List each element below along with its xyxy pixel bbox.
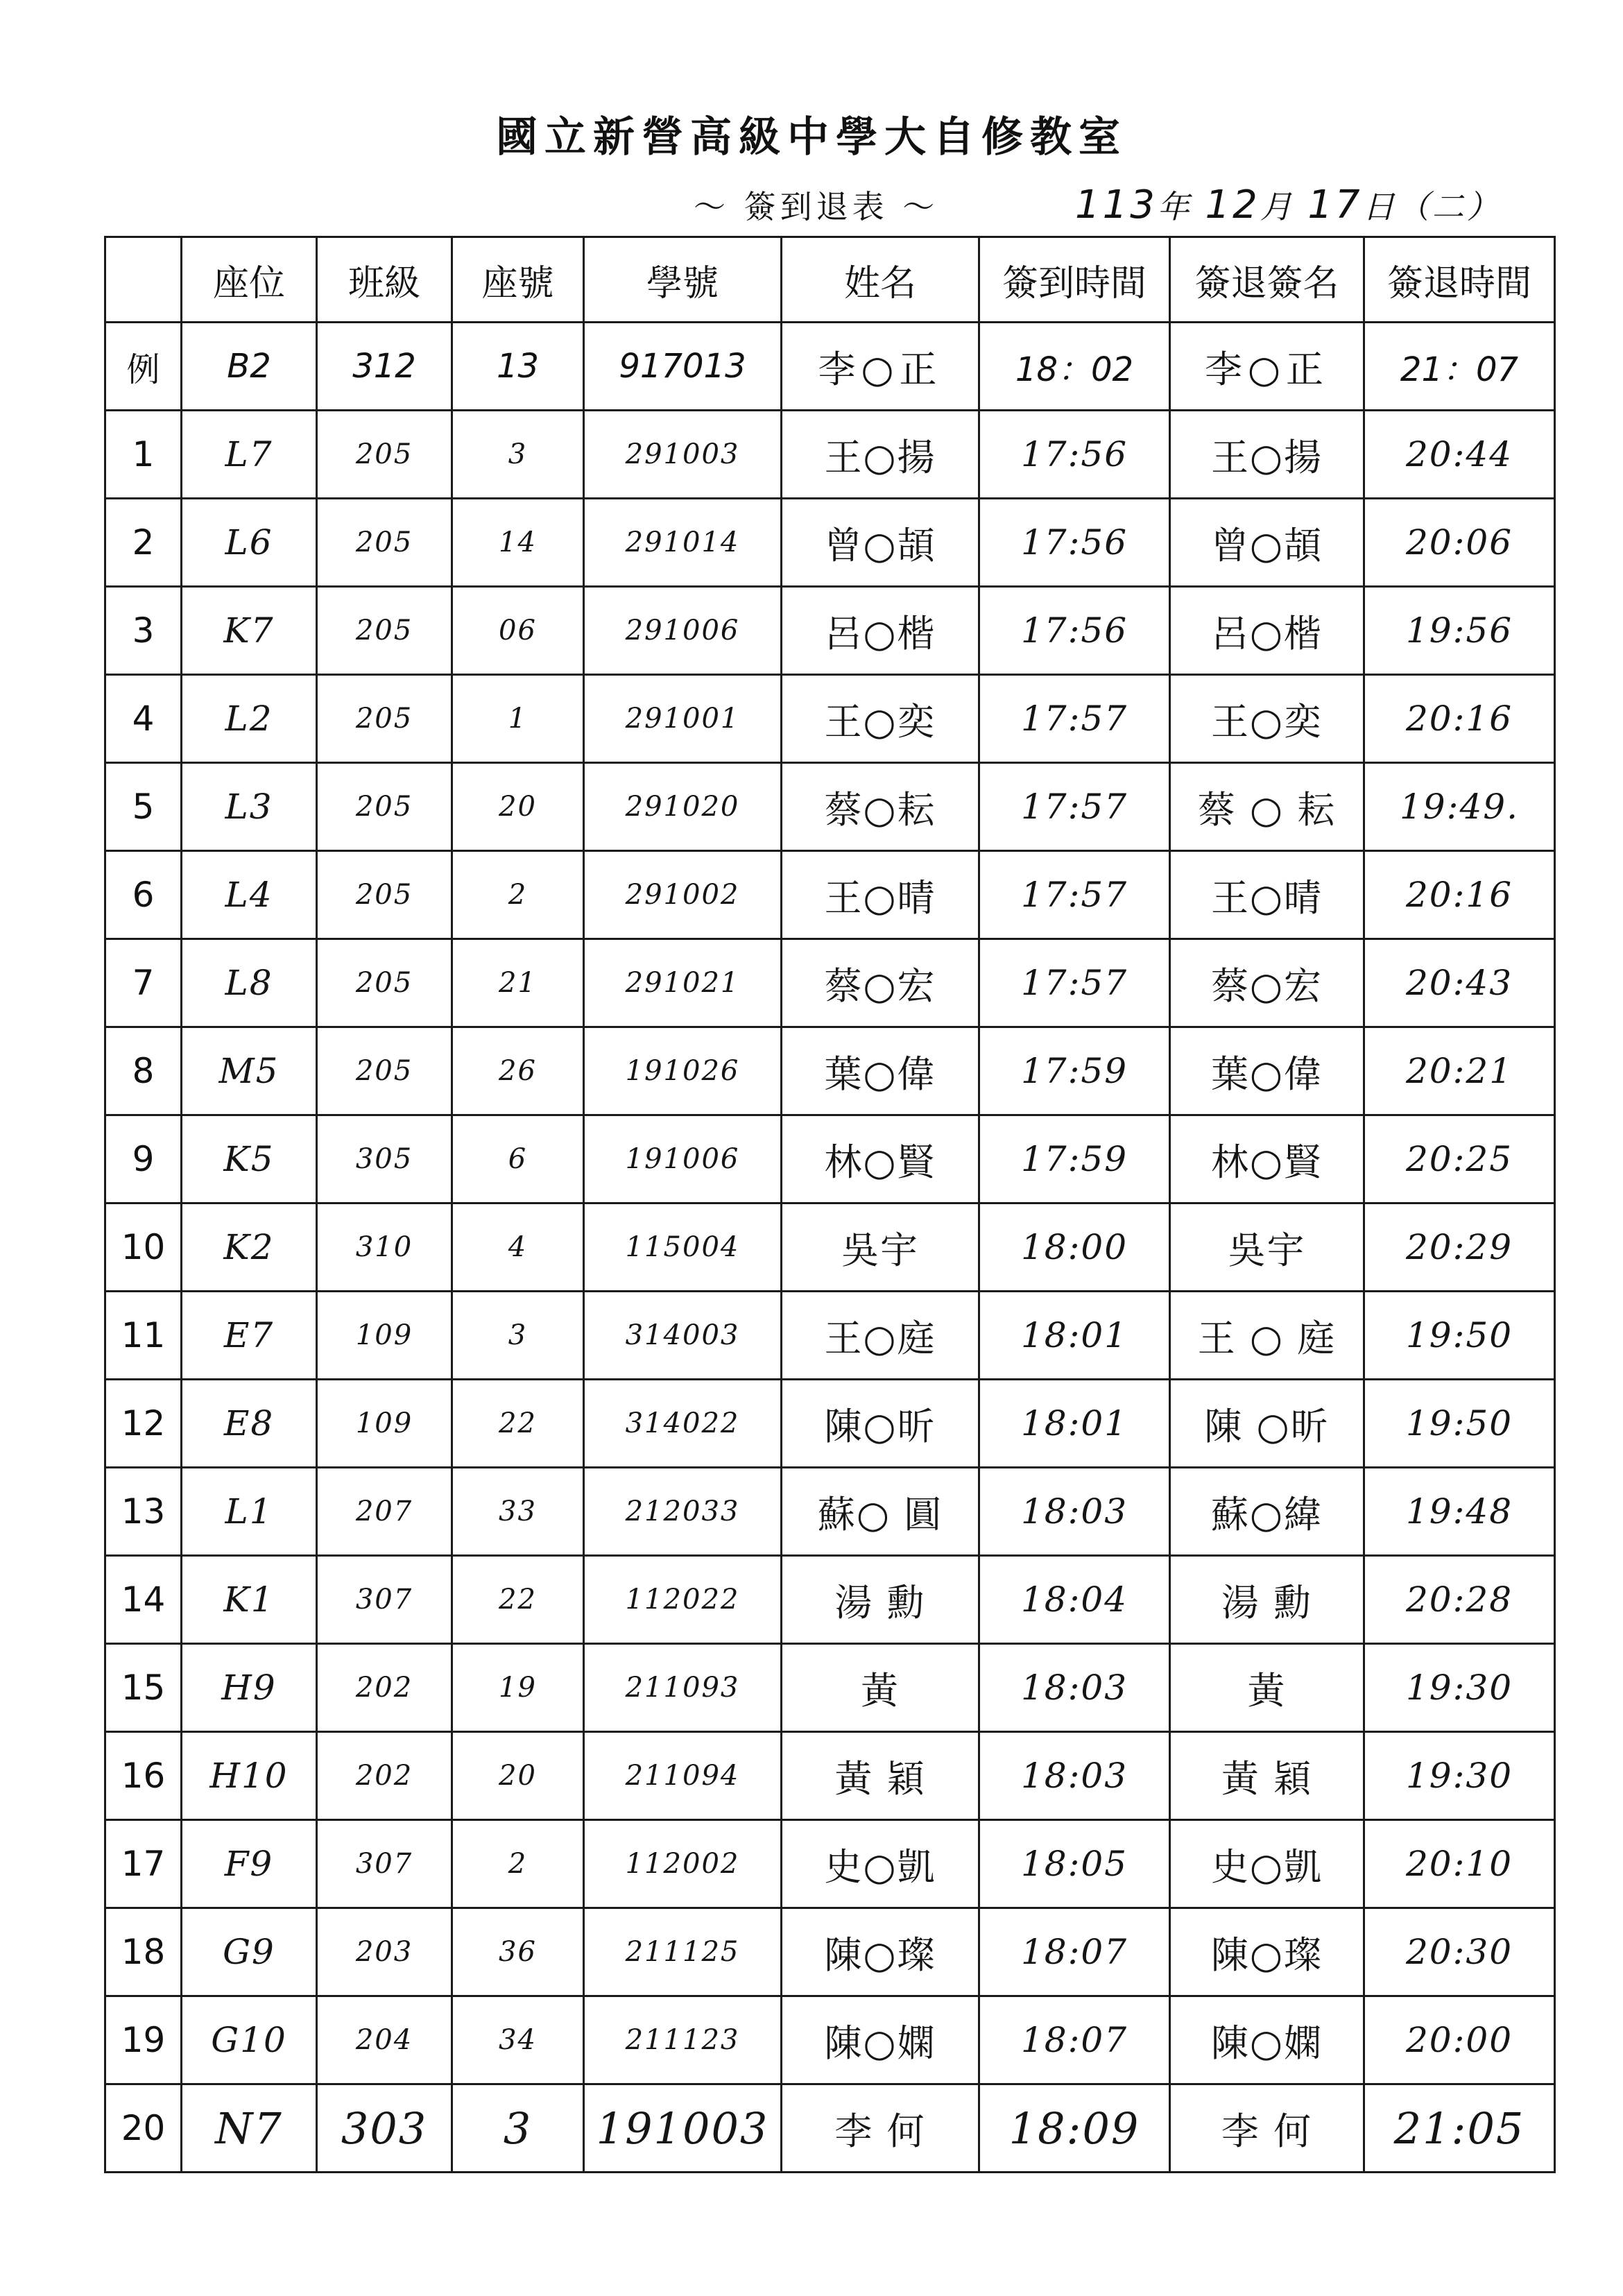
column-header-checkin-time: 簽到時間 <box>979 237 1170 323</box>
checkout-time-cell: 20:16 <box>1364 675 1555 763</box>
table-row <box>105 499 1555 587</box>
date-day-unit: 日 <box>1362 188 1398 225</box>
name-signature-cell: 陳○璨 <box>782 1908 979 1996</box>
checkin-time-cell: 17:59 <box>979 1027 1170 1115</box>
row-number: 15 <box>105 1644 182 1732</box>
seat-number-cell: 26 <box>452 1027 584 1115</box>
checkin-time-cell: 18:04 <box>979 1556 1170 1644</box>
checkout-signature-cell: 蔡○宏 <box>1170 939 1364 1027</box>
name-signature-cell: 林○賢 <box>782 1115 979 1203</box>
form-subtitle: ～ 簽到退表 ～ <box>694 188 939 225</box>
seat-cell: L2 <box>182 675 317 763</box>
seat-number-cell: 34 <box>452 1996 584 2084</box>
seat-number-cell: 4 <box>452 1203 584 1292</box>
checkout-time-cell: 20:16 <box>1364 851 1555 939</box>
checkout-time-cell: 20:10 <box>1364 1820 1555 1908</box>
checkout-time-cell: 20:43 <box>1364 939 1555 1027</box>
class-cell: 205 <box>317 499 452 587</box>
checkout-time-cell: 20:06 <box>1364 499 1555 587</box>
seat-cell: E7 <box>182 1292 317 1380</box>
class-cell: 205 <box>317 675 452 763</box>
checkout-signature-cell: 陳○璨 <box>1170 1908 1364 1996</box>
seat-cell: K5 <box>182 1115 317 1203</box>
class-cell: 207 <box>317 1468 452 1556</box>
seat-cell: L1 <box>182 1468 317 1556</box>
name-signature-cell: 王○奕 <box>782 675 979 763</box>
checkout-signature-cell: 葉○偉 <box>1170 1027 1364 1115</box>
seat-cell: L6 <box>182 499 317 587</box>
checkin-time-cell: 18:03 <box>979 1732 1170 1820</box>
student-id-cell: 191006 <box>584 1115 782 1203</box>
name-signature-cell: 蔡○耘 <box>782 763 979 851</box>
seat-cell: M5 <box>182 1027 317 1115</box>
example-checkin: 18：02 <box>979 323 1170 411</box>
seat-number-cell: 3 <box>452 2084 584 2173</box>
class-cell: 307 <box>317 1556 452 1644</box>
seat-number-cell: 33 <box>452 1468 584 1556</box>
date-year: 113 <box>1075 182 1158 228</box>
class-cell: 310 <box>317 1203 452 1292</box>
row-number: 7 <box>105 939 182 1027</box>
checkin-time-cell: 18:09 <box>979 2084 1170 2173</box>
table-row <box>105 1115 1555 1203</box>
seat-number-cell: 1 <box>452 675 584 763</box>
column-header-blank <box>105 237 182 323</box>
class-cell: 205 <box>317 411 452 499</box>
checkout-time-cell: 19:30 <box>1364 1732 1555 1820</box>
table-row <box>105 851 1555 939</box>
class-cell: 205 <box>317 851 452 939</box>
class-cell: 305 <box>317 1115 452 1203</box>
checkout-signature-cell: 林○賢 <box>1170 1115 1364 1203</box>
checkout-signature-cell: 曾○頡 <box>1170 499 1364 587</box>
table-row <box>105 411 1555 499</box>
checkout-signature-cell: 史○凱 <box>1170 1820 1364 1908</box>
table-row <box>105 1820 1555 1908</box>
student-id-cell: 291014 <box>584 499 782 587</box>
name-signature-cell: 黃 <box>782 1644 979 1732</box>
table-row <box>105 1027 1555 1115</box>
seat-cell: G10 <box>182 1996 317 2084</box>
seat-number-cell: 19 <box>452 1644 584 1732</box>
column-header-seat: 座位 <box>182 237 317 323</box>
student-id-cell: 291021 <box>584 939 782 1027</box>
student-id-cell: 211125 <box>584 1908 782 1996</box>
checkout-time-cell: 21:05 <box>1364 2084 1555 2173</box>
table-row <box>105 2084 1555 2173</box>
row-number: 6 <box>105 851 182 939</box>
name-signature-cell: 葉○偉 <box>782 1027 979 1115</box>
row-number: 3 <box>105 587 182 675</box>
seat-number-cell: 20 <box>452 763 584 851</box>
checkin-time-cell: 18:01 <box>979 1380 1170 1468</box>
seat-cell: F9 <box>182 1820 317 1908</box>
student-id-cell: 212033 <box>584 1468 782 1556</box>
table-row <box>105 939 1555 1027</box>
form-date <box>1075 182 1502 228</box>
class-cell: 303 <box>317 2084 452 2173</box>
checkout-time-cell: 19:49. <box>1364 763 1555 851</box>
example-seat: B2 <box>182 323 317 411</box>
checkout-signature-cell: 呂○楷 <box>1170 587 1364 675</box>
student-id-cell: 291020 <box>584 763 782 851</box>
checkout-signature-cell: 王○晴 <box>1170 851 1364 939</box>
checkout-signature-cell: 王○奕 <box>1170 675 1364 763</box>
row-number: 10 <box>105 1203 182 1292</box>
student-id-cell: 112022 <box>584 1556 782 1644</box>
checkout-signature-cell: 黃 穎 <box>1170 1732 1364 1820</box>
checkout-time-cell: 20:28 <box>1364 1556 1555 1644</box>
seat-cell: K1 <box>182 1556 317 1644</box>
table-row <box>105 763 1555 851</box>
student-id-cell: 291003 <box>584 411 782 499</box>
checkout-time-cell: 19:50 <box>1364 1380 1555 1468</box>
row-number: 19 <box>105 1996 182 2084</box>
checkin-time-cell: 17:57 <box>979 851 1170 939</box>
seat-cell: K7 <box>182 587 317 675</box>
checkout-signature-cell: 湯 勳 <box>1170 1556 1364 1644</box>
class-cell: 202 <box>317 1644 452 1732</box>
table-row <box>105 1468 1555 1556</box>
checkin-time-cell: 18:07 <box>979 1908 1170 1996</box>
class-cell: 205 <box>317 1027 452 1115</box>
seat-cell: H9 <box>182 1644 317 1732</box>
class-cell: 109 <box>317 1292 452 1380</box>
checkout-signature-cell: 蘇○緯 <box>1170 1468 1364 1556</box>
name-signature-cell: 湯 勳 <box>782 1556 979 1644</box>
checkout-signature-cell: 吳宇 <box>1170 1203 1364 1292</box>
name-signature-cell: 史○凱 <box>782 1820 979 1908</box>
checkout-time-cell: 20:29 <box>1364 1203 1555 1292</box>
table-row <box>105 1203 1555 1292</box>
date-day: 17 <box>1307 182 1363 228</box>
name-signature-cell: 王○庭 <box>782 1292 979 1380</box>
row-number: 16 <box>105 1732 182 1820</box>
seat-number-cell: 36 <box>452 1908 584 1996</box>
checkout-time-cell: 20:44 <box>1364 411 1555 499</box>
example-checkout: 21：07 <box>1364 323 1555 411</box>
student-id-cell: 211123 <box>584 1996 782 2084</box>
class-cell: 307 <box>317 1820 452 1908</box>
column-header-name: 姓名 <box>782 237 979 323</box>
checkout-time-cell: 19:30 <box>1364 1644 1555 1732</box>
date-weekday: （二） <box>1397 188 1502 225</box>
column-header-class: 班級 <box>317 237 452 323</box>
row-number: 11 <box>105 1292 182 1380</box>
row-number: 17 <box>105 1820 182 1908</box>
checkin-time-cell: 18:03 <box>979 1644 1170 1732</box>
checkin-time-cell: 18:01 <box>979 1292 1170 1380</box>
page-title: 國立新營高級中學大自修教室 <box>496 113 1127 162</box>
example-checkout-signature: 李○正 <box>1170 323 1364 411</box>
row-number: 5 <box>105 763 182 851</box>
checkin-time-cell: 17:56 <box>979 587 1170 675</box>
checkout-signature-cell: 王 ○ 庭 <box>1170 1292 1364 1380</box>
seat-cell: G9 <box>182 1908 317 1996</box>
checkout-signature-cell: 黃 <box>1170 1644 1364 1732</box>
name-signature-cell: 呂○楷 <box>782 587 979 675</box>
checkin-time-cell: 18:00 <box>979 1203 1170 1292</box>
name-signature-cell: 蔡○宏 <box>782 939 979 1027</box>
table-row <box>105 1556 1555 1644</box>
name-signature-cell: 王○晴 <box>782 851 979 939</box>
row-number: 4 <box>105 675 182 763</box>
seat-cell: E8 <box>182 1380 317 1468</box>
example-seat-number: 13 <box>452 323 584 411</box>
row-number: 14 <box>105 1556 182 1644</box>
table-row <box>105 675 1555 763</box>
checkout-signature-cell: 陳○嫻 <box>1170 1996 1364 2084</box>
row-number: 12 <box>105 1380 182 1468</box>
name-signature-cell: 王○揚 <box>782 411 979 499</box>
checkin-time-cell: 18:03 <box>979 1468 1170 1556</box>
student-id-cell: 291001 <box>584 675 782 763</box>
example-label: 例 <box>105 323 182 411</box>
seat-cell: L4 <box>182 851 317 939</box>
row-number: 20 <box>105 2084 182 2173</box>
class-cell: 203 <box>317 1908 452 1996</box>
seat-cell: H10 <box>182 1732 317 1820</box>
name-signature-cell: 蘇○ 圓 <box>782 1468 979 1556</box>
table-row <box>105 1644 1555 1732</box>
name-signature-cell: 李 何 <box>782 2084 979 2173</box>
checkin-time-cell: 17:57 <box>979 939 1170 1027</box>
row-number: 18 <box>105 1908 182 1996</box>
class-cell: 202 <box>317 1732 452 1820</box>
class-cell: 205 <box>317 763 452 851</box>
seat-number-cell: 21 <box>452 939 584 1027</box>
student-id-cell: 211093 <box>584 1644 782 1732</box>
seat-number-cell: 22 <box>452 1556 584 1644</box>
table-row <box>105 587 1555 675</box>
seat-number-cell: 6 <box>452 1115 584 1203</box>
seat-cell: L7 <box>182 411 317 499</box>
class-cell: 204 <box>317 1996 452 2084</box>
checkout-time-cell: 20:21 <box>1364 1027 1555 1115</box>
column-header-checkout-signature: 簽退簽名 <box>1170 237 1364 323</box>
table-row <box>105 1996 1555 2084</box>
class-cell: 205 <box>317 587 452 675</box>
name-signature-cell: 黃 穎 <box>782 1732 979 1820</box>
checkin-time-cell: 17:59 <box>979 1115 1170 1203</box>
date-month: 12 <box>1205 182 1260 228</box>
row-number: 8 <box>105 1027 182 1115</box>
date-year-unit: 年 <box>1157 188 1192 225</box>
seat-number-cell: 2 <box>452 1820 584 1908</box>
student-id-cell: 211094 <box>584 1732 782 1820</box>
seat-cell: N7 <box>182 2084 317 2173</box>
column-header-seat-number: 座號 <box>452 237 584 323</box>
checkin-time-cell: 17:57 <box>979 763 1170 851</box>
seat-number-cell: 06 <box>452 587 584 675</box>
checkout-time-cell: 20:25 <box>1364 1115 1555 1203</box>
seat-cell: K2 <box>182 1203 317 1292</box>
class-cell: 109 <box>317 1380 452 1468</box>
seat-number-cell: 20 <box>452 1732 584 1820</box>
row-number: 13 <box>105 1468 182 1556</box>
seat-number-cell: 14 <box>452 499 584 587</box>
student-id-cell: 112002 <box>584 1820 782 1908</box>
seat-number-cell: 22 <box>452 1380 584 1468</box>
name-signature-cell: 吳宇 <box>782 1203 979 1292</box>
checkout-signature-cell: 蔡 ○ 耘 <box>1170 763 1364 851</box>
header-row <box>105 237 1555 323</box>
student-id-cell: 191026 <box>584 1027 782 1115</box>
student-id-cell: 291002 <box>584 851 782 939</box>
student-id-cell: 191003 <box>584 2084 782 2173</box>
table-row <box>105 1908 1555 1996</box>
example-class: 312 <box>317 323 452 411</box>
checkout-time-cell: 19:48 <box>1364 1468 1555 1556</box>
table-row <box>105 1380 1555 1468</box>
checkin-time-cell: 17:56 <box>979 411 1170 499</box>
checkout-signature-cell: 陳 ○昕 <box>1170 1380 1364 1468</box>
column-header-student-id: 學號 <box>584 237 782 323</box>
row-number: 9 <box>105 1115 182 1203</box>
seat-cell: L3 <box>182 763 317 851</box>
checkin-time-cell: 17:56 <box>979 499 1170 587</box>
row-number: 2 <box>105 499 182 587</box>
column-header-checkout-time: 簽退時間 <box>1364 237 1555 323</box>
class-cell: 205 <box>317 939 452 1027</box>
seat-number-cell: 3 <box>452 1292 584 1380</box>
name-signature-cell: 陳○昕 <box>782 1380 979 1468</box>
checkout-time-cell: 20:00 <box>1364 1996 1555 2084</box>
example-student-id: 917013 <box>584 323 782 411</box>
seat-number-cell: 3 <box>452 411 584 499</box>
checkout-signature-cell: 李 何 <box>1170 2084 1364 2173</box>
table-row <box>105 1732 1555 1820</box>
student-id-cell: 291006 <box>584 587 782 675</box>
checkout-time-cell: 20:30 <box>1364 1908 1555 1996</box>
name-signature-cell: 曾○頡 <box>782 499 979 587</box>
checkin-time-cell: 18:07 <box>979 1996 1170 2084</box>
seat-number-cell: 2 <box>452 851 584 939</box>
sign-in-sheet <box>104 236 1556 2173</box>
checkin-time-cell: 18:05 <box>979 1820 1170 1908</box>
table-row <box>105 1292 1555 1380</box>
row-number: 1 <box>105 411 182 499</box>
name-signature-cell: 陳○嫻 <box>782 1996 979 2084</box>
student-id-cell: 115004 <box>584 1203 782 1292</box>
date-month-unit: 月 <box>1260 188 1295 225</box>
checkout-signature-cell: 王○揚 <box>1170 411 1364 499</box>
example-row <box>105 323 1555 411</box>
seat-cell: L8 <box>182 939 317 1027</box>
student-id-cell: 314022 <box>584 1380 782 1468</box>
student-id-cell: 314003 <box>584 1292 782 1380</box>
checkout-time-cell: 19:56 <box>1364 587 1555 675</box>
example-name: 李○正 <box>782 323 979 411</box>
checkout-time-cell: 19:50 <box>1364 1292 1555 1380</box>
checkin-time-cell: 17:57 <box>979 675 1170 763</box>
